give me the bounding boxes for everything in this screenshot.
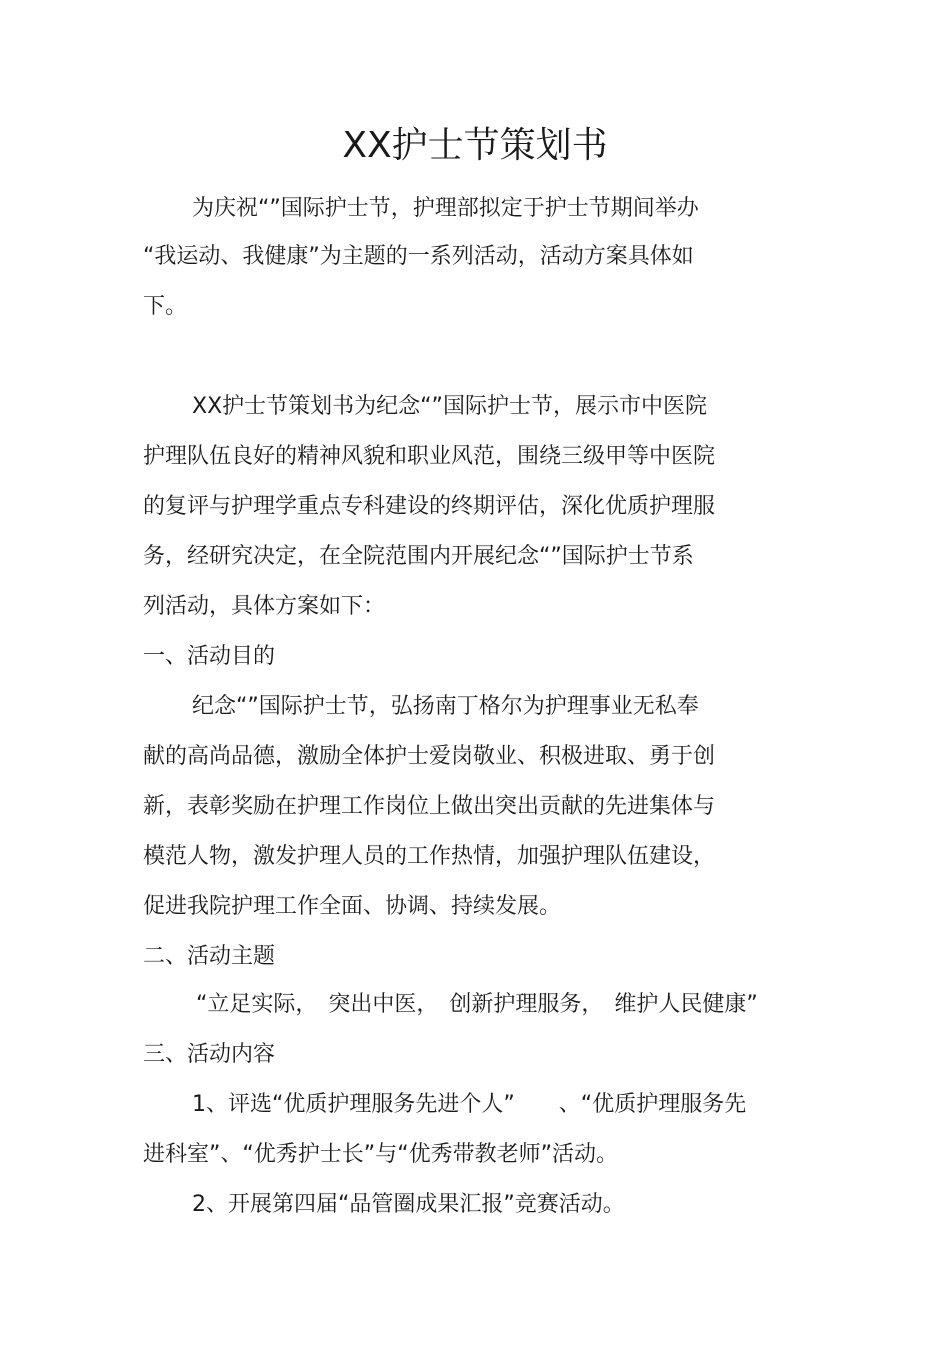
paragraph-line: 促进我院护理工作全面、协调、持续发展。: [143, 894, 562, 919]
section-heading: 一、活动目的: [143, 644, 276, 669]
section-heading: 二、活动主题: [143, 944, 276, 969]
paragraph-line: 1、评选“优质护理服务先进个人” 、“优质护理服务先: [192, 1092, 747, 1117]
paragraph-line: 新，表彰奖励在护理工作岗位上做出突出贡献的先进集体与: [143, 794, 716, 819]
paragraph-line: 纪念“”国际护士节，弘扬南丁格尔为护理事业无私奉: [192, 694, 699, 719]
paragraph-line: 模范人物，激发护理人员的工作热情，加强护理队伍建设，: [143, 844, 716, 869]
paragraph-line: 务，经研究决定，在全院范围内开展纪念“”国际护士节系: [143, 544, 694, 569]
paragraph-line: 进科室”、“优秀护士长”与“优秀带教老师”活动。: [143, 1142, 618, 1167]
paragraph-line: 护理队伍良好的精神风貌和职业风范，围绕三级甲等中医院: [143, 444, 716, 469]
section-heading: 三、活动内容: [143, 1042, 276, 1067]
paragraph-line: “我运动、我健康”为主题的一系列活动，活动方案具体如: [143, 244, 694, 269]
paragraph-line: 献的高尚品德，激励全体护士爱岗敬业、积极进取、勇于创: [143, 744, 716, 769]
paragraph-line: 2、开展第四届“品管圈成果汇报”竞赛活动。: [192, 1192, 625, 1217]
paragraph-line: 的复评与护理学重点专科建设的终期评估，深化优质护理服: [143, 494, 716, 519]
paragraph-line: 下。: [143, 294, 188, 319]
paragraph-line: “立足实际， 突出中医， 创新护理服务， 维护人民健康”: [196, 992, 758, 1017]
paragraph-line: 为庆祝“”国际护士节，护理部拟定于护士节期间举办: [192, 196, 699, 221]
paragraph-line: 列活动，具体方案如下：: [143, 594, 386, 619]
document-title: XX护士节策划书: [342, 125, 608, 166]
paragraph-line: XX护士节策划书为纪念“”国际护士节，展示市中医院: [192, 394, 707, 419]
